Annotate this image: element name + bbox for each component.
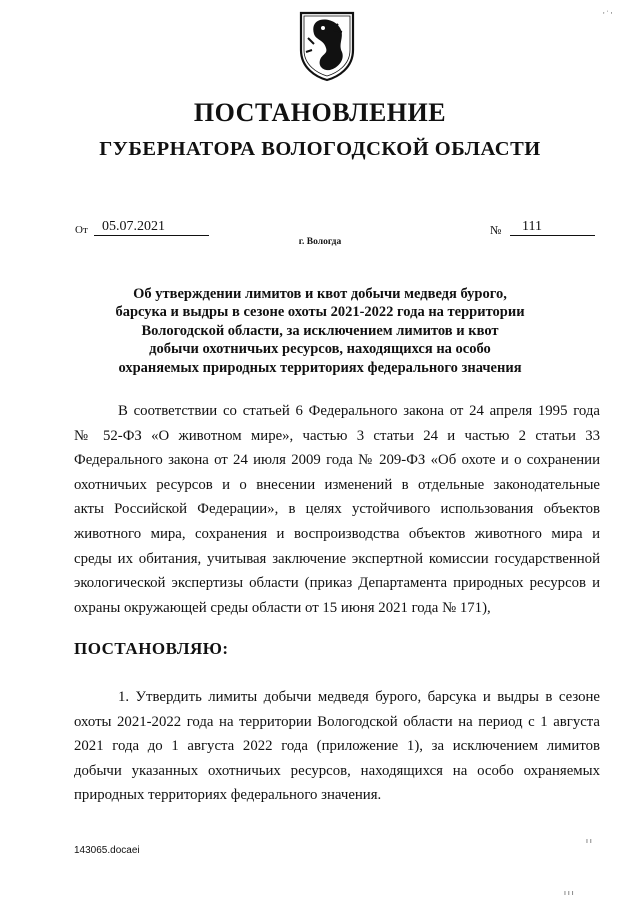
paragraph-line: среды их обитания, учитывая заключение экспертной комиссии государственной — [74, 550, 600, 567]
decree-word: ПОСТАНОВЛЯЮ: — [74, 639, 229, 658]
paragraph-line: животного мира, сохранения и воспроизводства объектов животного мира и — [74, 525, 600, 542]
coat-of-arms-icon — [298, 10, 356, 82]
paragraph-line: охраны окружающей среды области от 15 июня 2021 года № 171), — [74, 599, 491, 616]
paragraph-line: добычи указанных охотничьих ресурсов, находящихся на особо охраняемых — [74, 762, 600, 779]
subject-line: Вологодской области, за исключением лимитов и квот — [141, 322, 499, 339]
paragraph-line: экологической экспертизы области (приказ Департамента природных ресурсов и — [74, 575, 600, 592]
scan-mark-top: ‚ · ‚ — [603, 8, 613, 15]
preamble-paragraph — [74, 399, 600, 620]
subject-line: охраняемых природных территориях федерального значения — [118, 359, 522, 376]
scan-mark: ı ı — [586, 838, 592, 845]
paragraph-line: природных территориях федерального значения. — [74, 787, 382, 804]
scan-mark-bottom: ı ı ı — [564, 890, 574, 897]
paragraph-line: В соответствии со статьей 6 Федерального закона от 24 апреля 1995 года — [118, 403, 600, 419]
subject-line: добычи охотничьих ресурсов, находящихся на особо — [149, 341, 491, 358]
document-number: 111 — [510, 218, 595, 236]
document-subject — [60, 285, 580, 377]
paragraph-line: акты Российской Федерации», в целях устойчивого использования объектов — [74, 501, 600, 518]
subject-line: Об утверждении лимитов и квот добычи медведя бурого, — [133, 286, 507, 302]
date-prefix: От — [75, 224, 88, 236]
city-label: г. Вологда — [298, 237, 342, 247]
paragraph-line: Федерального закона от 24 июля 2009 года № 209-ФЗ «Об охоте и о сохранении — [74, 452, 600, 469]
paragraph-line: № 52-ФЗ «О животном мире», частью 3 статьи 24 и частью 2 статьи 33 — [74, 427, 600, 444]
paragraph-line: 1. Утвердить лимиты добычи медведя бурого, барсука и выдры в сезоне — [118, 689, 600, 705]
document-type-title: ПОСТАНОВЛЕНИЕ — [193, 98, 447, 127]
item-1-paragraph — [74, 685, 600, 808]
subject-line: барсука и выдры в сезоне охоты 2021-2022 года на территории — [115, 304, 525, 321]
document-date: 05.07.2021 — [94, 218, 209, 236]
paragraph-line: охоты 2021-2022 года на территории Вологодской области на период с 1 августа — [74, 713, 600, 730]
number-prefix: № — [490, 223, 502, 237]
paragraph-line: охотничьих ресурсов и о внесении изменений в отдельные законодательные — [74, 476, 600, 493]
paragraph-line: 2021 года до 1 августа 2022 года (приложение 1), за исключением лимитов — [74, 738, 600, 755]
issuer-title: ГУБЕРНАТОРА ВОЛОГОДСКОЙ ОБЛАСТИ — [99, 138, 541, 160]
document-file-id: 143065.docaei — [74, 845, 140, 856]
